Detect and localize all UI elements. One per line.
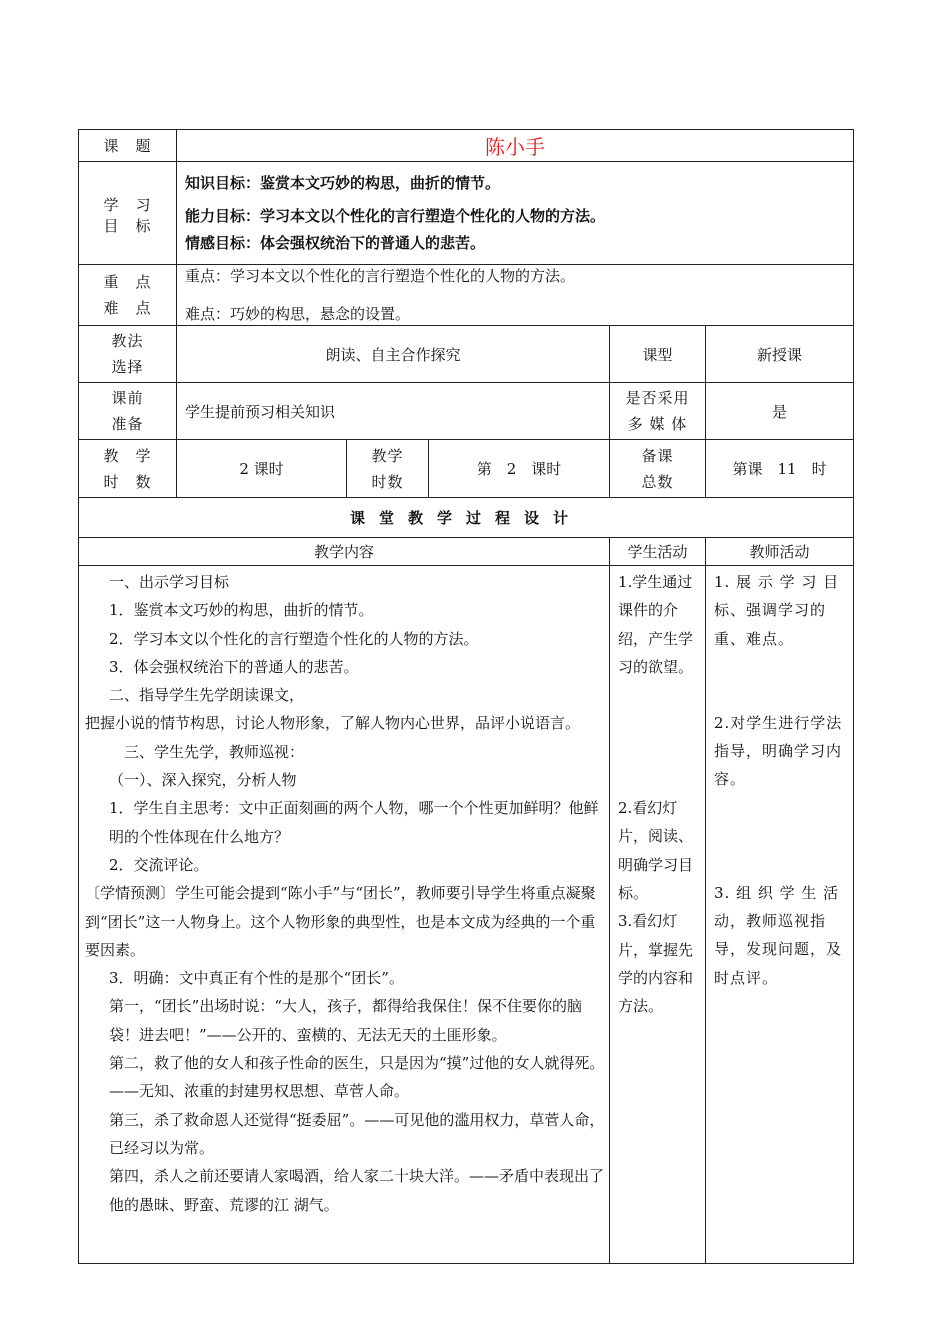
col-teacher-header: 教师活动: [706, 538, 854, 566]
lesson-plan: [78, 129, 853, 1264]
difficult-points: 难点：巧妙的构思，悬念的设置。: [185, 305, 411, 323]
key-points-cell: [177, 265, 854, 326]
prep-label: [79, 383, 177, 440]
type-value: 新授课: [706, 326, 854, 383]
prep-label-line2: 准备: [111, 415, 144, 433]
content-paragraph: 一、出示学习目标: [109, 573, 230, 591]
method-label-line1: 教法: [111, 332, 144, 350]
total-label: [610, 440, 706, 498]
media-label-line2: 多 媒 体: [627, 415, 688, 433]
method-label-line2: 选择: [111, 358, 144, 376]
media-label-line1: 是否采用: [625, 389, 690, 407]
content-paragraph: 三、学生先学，教师巡视：: [109, 742, 305, 761]
period-label-line2: 时数: [371, 472, 404, 491]
content-paragraph: （一）、深入探究，分析人物: [109, 771, 297, 790]
goals-label-line1: 学 习: [103, 196, 152, 214]
hours-label-line2: 时 数: [103, 472, 152, 491]
hours-label-line1: 教 学: [103, 446, 152, 465]
teacher-activity-2: 2.对学生进行学法指导，明确学习内容。: [714, 713, 843, 789]
period-label-line1: 教学: [371, 446, 404, 465]
student-activity-1: 1.学生通过课件的介绍，产生学习的欲望。: [618, 573, 694, 676]
content-paragraph: 第四，杀人之前还要请人家喝酒，给人家二十块大洋。——矛盾中表现出了他的愚昧、野蛮、荒谬的江 湖气。: [109, 1167, 605, 1214]
page-title: 陈小手: [177, 130, 854, 162]
media-value: 是: [706, 383, 854, 440]
prep-value: 学生提前预习相关知识: [177, 383, 610, 440]
teacher-activity-3: 3. 组 织 学 生 活动，教师巡视指导，发现问题，及时点评。: [714, 883, 843, 987]
content-paragraph: 1．鉴赏本文巧妙的构思，曲折的情节。: [109, 601, 374, 620]
goals-label: [79, 162, 177, 265]
ability-goal: 能力目标：学习本文以个性化的言行塑造个性化的人物的方法。: [185, 206, 606, 225]
key-label-line1: 重 点: [103, 273, 152, 291]
media-label: [610, 383, 706, 440]
student-activity-3: 3.看幻灯片，掌握先学的内容和方法。: [618, 912, 694, 1016]
teacher-activity: [706, 566, 854, 1264]
type-label: 课型: [610, 326, 706, 383]
col-content-header: 教学内容: [79, 538, 610, 566]
total-value: 第课 11 时: [706, 440, 854, 498]
total-label-line2: 总数: [641, 472, 674, 491]
method-label: [79, 326, 177, 383]
hours-value: 2 课时: [177, 440, 347, 498]
key-label-line2: 难 点: [103, 299, 152, 317]
content-paragraph: 把握小说的情节构思，讨论人物形象，了解人物内心世界，品评小说语言。: [85, 714, 581, 733]
student-activity-2: 2.看幻灯片，阅读、明确学习目标。: [618, 799, 694, 903]
emotion-goal: 情感目标：体会强权统治下的普通人的悲苦。: [185, 233, 486, 252]
teacher-activity-1: 1. 展 示 学 习 目标、强调学习的重、难点。: [714, 573, 840, 648]
total-label-line1: 备课: [641, 446, 674, 465]
key-points: 重点：学习本文以个性化的言行塑造个性化的人物的方法。: [185, 267, 576, 285]
content-paragraph: 3．体会强权统治下的普通人的悲苦。: [109, 657, 359, 676]
goals-label-line2: 目 标: [103, 217, 152, 235]
teaching-content: [79, 566, 610, 1264]
knowledge-goal: 知识目标：鉴赏本文巧妙的构思，曲折的情节。: [185, 173, 501, 192]
topic-label: 课 题: [79, 130, 177, 162]
period-value: 第 2 课时: [429, 440, 610, 498]
hours-label: [79, 440, 177, 498]
content-paragraph: 3．明确：文中真正有个性的是那个“团长”。: [109, 969, 404, 988]
content-paragraph: 第一，“团长”出场时说：“大人，孩子，都得给我保住！保不住要你的脑袋！进去吧！”——公开的、蛮横的、无法无天的土匪形象。: [109, 997, 583, 1044]
content-paragraph: 2．交流评论。: [109, 855, 209, 874]
goals-list: [177, 162, 854, 265]
col-student-header: 学生活动: [610, 538, 706, 566]
prep-label-line1: 课前: [111, 389, 144, 407]
content-paragraph: 1．学生自主思考：文中正面刻画的两个人物，哪一个个性更加鲜明？他鲜明的个性体现在什么地方？: [109, 799, 599, 846]
process-banner: 课堂教学过程设计: [79, 498, 854, 538]
content-paragraph: 第二，救了他的女人和孩子性命的医生，只是因为“摸”过他的女人就得死。——无知、浓重的封建男权思想、草菅人命。: [109, 1054, 605, 1101]
period-label: [347, 440, 429, 498]
key-label: [79, 265, 177, 326]
content-paragraph: 二、指导学生先学朗读课文，: [109, 686, 305, 705]
method-value: 朗读、自主合作探究: [177, 326, 610, 383]
lesson-plan-table: [78, 129, 854, 1264]
content-paragraph: 第三，杀了救命恩人还觉得“挺委屈”。——可见他的滥用权力，草菅人命，已经习以为常。: [109, 1110, 605, 1157]
content-paragraph: 2．学习本文以个性化的言行塑造个性化的人物的方法。: [109, 629, 479, 648]
student-activity: [610, 566, 706, 1264]
content-paragraph: 〔学情预测〕学生可能会提到“陈小手”与“团长”，教师要引导学生将重点凝聚到“团长”这一人物身上。这个人物形象的典型性，也是本文成为经典的一个重要因素。: [85, 884, 596, 959]
